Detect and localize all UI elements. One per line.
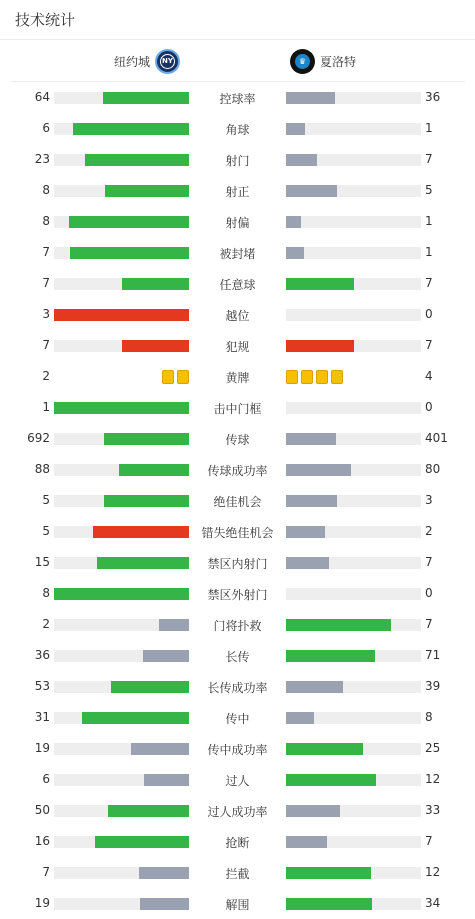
away-stat-bar	[286, 309, 421, 321]
away-stat-bar	[286, 619, 421, 631]
home-stat-bar	[54, 154, 189, 166]
yellow-card-icon	[331, 370, 343, 384]
away-stat-bar-fill	[286, 464, 351, 476]
home-stat-bar	[54, 247, 189, 259]
yellow-card-icon	[162, 370, 174, 384]
away-stat-value: 8	[425, 710, 433, 724]
home-stat-bar	[54, 557, 189, 569]
stat-row	[0, 268, 475, 299]
home-stat-value: 31	[34, 710, 50, 724]
stat-row	[0, 609, 475, 640]
away-stat-value: 1	[425, 245, 433, 259]
away-stat-bar	[286, 154, 421, 166]
away-stat-value: 0	[425, 400, 433, 414]
away-stat-value: 2	[425, 524, 433, 538]
home-stat-bar-fill	[140, 898, 189, 910]
away-stat-value: 7	[425, 152, 433, 166]
away-stat-bar-fill	[286, 495, 337, 507]
stat-row	[0, 578, 475, 609]
stat-row	[0, 516, 475, 547]
away-stat-value: 0	[425, 586, 433, 600]
away-stat-value: 7	[425, 617, 433, 631]
home-stat-bar-fill	[143, 650, 189, 662]
away-stat-bar	[286, 743, 421, 755]
home-stat-bar	[54, 402, 189, 414]
home-stat-bar	[54, 185, 189, 197]
stat-row	[0, 547, 475, 578]
stat-row	[0, 175, 475, 206]
away-stat-bar-fill	[286, 433, 336, 445]
away-stat-bar	[286, 185, 421, 197]
stat-label: 任意球	[219, 278, 256, 292]
away-stat-bar	[286, 867, 421, 879]
away-stat-value: 71	[425, 648, 441, 662]
away-stat-value: 39	[425, 679, 441, 693]
stat-row	[0, 485, 475, 516]
away-stat-bar	[286, 247, 421, 259]
away-stat-bar-fill	[286, 154, 317, 166]
away-stat-bar-fill	[286, 526, 325, 538]
away-stat-value: 12	[425, 772, 441, 786]
home-stat-bar-fill	[103, 92, 189, 104]
stat-row	[0, 206, 475, 237]
away-stat-value: 0	[425, 307, 433, 321]
stat-row	[0, 826, 475, 857]
stat-label: 黄牌	[225, 371, 250, 385]
away-stat-value: 7	[425, 338, 433, 352]
away-team[interactable]	[290, 48, 356, 74]
home-stat-bar	[54, 619, 189, 631]
home-stat-value: 19	[34, 896, 50, 910]
home-stat-value: 19	[34, 741, 50, 755]
away-stat-bar-fill	[286, 650, 375, 662]
home-stat-bar-fill	[85, 154, 189, 166]
away-stat-bar	[286, 402, 421, 414]
stat-label: 被封堵	[219, 247, 256, 261]
home-stat-value: 64	[34, 90, 50, 104]
home-team-name: 纽约城	[113, 54, 150, 69]
away-yellow-cards	[286, 370, 343, 384]
away-stat-bar	[286, 216, 421, 228]
home-stat-value: 7	[42, 276, 50, 290]
stat-row	[0, 733, 475, 764]
yellow-card-icon	[316, 370, 328, 384]
stat-label: 门将扑救	[213, 619, 262, 633]
stat-row	[0, 702, 475, 733]
home-stat-bar-fill	[95, 836, 190, 848]
away-stat-value: 34	[425, 896, 441, 910]
home-stat-bar	[54, 867, 189, 879]
away-stat-bar-fill	[286, 557, 329, 569]
yellow-card-icon	[177, 370, 189, 384]
away-stat-bar-fill	[286, 681, 343, 693]
away-stat-bar	[286, 464, 421, 476]
away-stat-bar-fill	[286, 278, 354, 290]
away-stat-bar	[286, 557, 421, 569]
away-team-name: 夏洛特	[320, 54, 357, 69]
away-stat-bar-fill	[286, 867, 371, 879]
away-stat-bar-fill	[286, 898, 372, 910]
stat-label: 传中	[225, 712, 250, 726]
stat-label: 射正	[225, 185, 250, 199]
page-title: 技术统计	[15, 11, 76, 29]
home-stat-value: 5	[42, 524, 50, 538]
away-stat-bar-fill	[286, 619, 391, 631]
away-stat-value: 36	[425, 90, 441, 104]
home-stat-value: 8	[42, 214, 50, 228]
away-stat-bar-fill	[286, 836, 327, 848]
home-stat-value: 23	[34, 152, 50, 166]
away-stat-bar	[286, 774, 421, 786]
yellow-card-icon	[286, 370, 298, 384]
home-stat-bar	[54, 681, 189, 693]
stat-row	[0, 82, 475, 113]
home-stat-value: 2	[42, 369, 50, 383]
stat-label: 控球率	[219, 92, 256, 106]
home-team[interactable]	[114, 48, 180, 74]
away-stat-bar	[286, 588, 421, 600]
stat-row	[0, 857, 475, 888]
home-stat-value: 7	[42, 338, 50, 352]
home-stat-bar	[54, 309, 189, 321]
home-stat-value: 7	[42, 245, 50, 259]
teams-row	[10, 40, 465, 82]
home-stat-value: 1	[42, 400, 50, 414]
away-stat-bar-fill	[286, 216, 301, 228]
home-stat-value: 692	[27, 431, 50, 445]
home-stat-bar-fill	[131, 743, 189, 755]
away-stat-value: 12	[425, 865, 441, 879]
away-stat-bar-fill	[286, 774, 376, 786]
away-stat-value: 1	[425, 214, 433, 228]
home-stat-bar-fill	[144, 774, 189, 786]
stat-label: 禁区外射门	[207, 588, 268, 602]
away-stat-bar	[286, 278, 421, 290]
away-stat-value: 25	[425, 741, 441, 755]
home-stat-bar-fill	[111, 681, 189, 693]
home-stat-bar	[54, 464, 189, 476]
home-stat-bar	[54, 433, 189, 445]
home-stat-bar	[54, 588, 189, 600]
away-stat-value: 33	[425, 803, 441, 817]
stat-label: 过人	[225, 774, 250, 788]
home-stat-value: 6	[42, 121, 50, 135]
stat-label: 传中成功率	[207, 743, 268, 757]
home-stat-bar-fill	[97, 557, 189, 569]
stat-row	[0, 454, 475, 485]
home-stat-value: 53	[34, 679, 50, 693]
stat-row	[0, 113, 475, 144]
away-stat-bar-fill	[286, 92, 335, 104]
away-stat-bar	[286, 433, 421, 445]
away-stat-bar	[286, 805, 421, 817]
home-stat-bar-fill	[54, 588, 189, 600]
stat-row	[0, 795, 475, 826]
home-stat-value: 2	[42, 617, 50, 631]
stat-label: 传球	[225, 433, 250, 447]
home-stat-bar	[54, 123, 189, 135]
stat-label: 角球	[225, 123, 250, 137]
home-stat-bar-fill	[122, 340, 190, 352]
home-stat-bar-fill	[119, 464, 189, 476]
away-stat-value: 4	[425, 369, 433, 383]
home-stat-value: 88	[34, 462, 50, 476]
away-stat-value: 401	[425, 431, 448, 445]
home-stat-bar	[54, 743, 189, 755]
home-stat-bar	[54, 216, 189, 228]
home-stat-value: 8	[42, 586, 50, 600]
home-stat-value: 5	[42, 493, 50, 507]
stat-label: 击中门框	[213, 402, 262, 416]
home-stat-bar	[54, 340, 189, 352]
home-stat-bar-fill	[70, 247, 189, 259]
home-stat-bar	[54, 526, 189, 538]
home-stat-bar	[54, 495, 189, 507]
away-stat-bar	[286, 898, 421, 910]
away-stat-bar	[286, 650, 421, 662]
home-stat-value: 15	[34, 555, 50, 569]
away-stat-bar	[286, 340, 421, 352]
stat-label: 绝佳机会	[213, 495, 262, 509]
away-stat-value: 80	[425, 462, 441, 476]
home-stat-bar-fill	[105, 185, 189, 197]
home-stat-bar	[54, 712, 189, 724]
away-stat-bar	[286, 712, 421, 724]
away-stat-bar	[286, 92, 421, 104]
stat-label: 射偏	[225, 216, 250, 230]
away-stat-bar-fill	[286, 712, 314, 724]
stat-label: 拦截	[225, 867, 250, 881]
away-stat-bar	[286, 526, 421, 538]
stat-label: 射门	[225, 154, 250, 168]
away-stat-bar-fill	[286, 123, 305, 135]
home-stat-bar	[54, 898, 189, 910]
home-stat-bar-fill	[69, 216, 189, 228]
stat-row	[0, 423, 475, 454]
away-stat-bar-fill	[286, 743, 363, 755]
away-stat-bar-fill	[286, 247, 304, 259]
stat-label: 错失绝佳机会	[201, 526, 274, 540]
stat-label: 禁区内射门	[207, 557, 268, 571]
home-stat-bar	[54, 650, 189, 662]
stats-list	[0, 82, 475, 919]
home-stat-bar-fill	[82, 712, 189, 724]
yellow-card-icon	[301, 370, 313, 384]
stat-row	[0, 361, 475, 392]
away-stat-bar-fill	[286, 185, 337, 197]
away-stat-value: 7	[425, 276, 433, 290]
stat-row	[0, 392, 475, 423]
away-stat-bar	[286, 681, 421, 693]
home-stat-bar-fill	[139, 867, 189, 879]
away-stat-bar-fill	[286, 340, 354, 352]
home-stat-value: 36	[34, 648, 50, 662]
home-stat-bar-fill	[54, 402, 189, 414]
stat-row	[0, 299, 475, 330]
home-stat-value: 8	[42, 183, 50, 197]
stat-row	[0, 640, 475, 671]
home-stat-bar	[54, 805, 189, 817]
stat-row	[0, 330, 475, 361]
home-stat-value: 50	[34, 803, 50, 817]
home-stat-bar	[54, 92, 189, 104]
stat-label: 传球成功率	[207, 464, 268, 478]
home-stat-bar-fill	[104, 495, 189, 507]
away-stat-value: 1	[425, 121, 433, 135]
charlotte-crown-crest-icon: ♛	[290, 49, 315, 74]
home-stat-value: 3	[42, 307, 50, 321]
nyc-club-crest-icon: NY	[155, 49, 180, 74]
home-stat-bar	[54, 774, 189, 786]
stat-label: 过人成功率	[207, 805, 268, 819]
home-stat-bar-fill	[73, 123, 189, 135]
home-yellow-cards	[162, 370, 189, 384]
stat-label: 长传	[225, 650, 250, 664]
home-stat-bar-fill	[54, 309, 189, 321]
away-stat-value: 5	[425, 183, 433, 197]
away-stat-bar	[286, 495, 421, 507]
home-stat-value: 7	[42, 865, 50, 879]
stat-label: 解围	[225, 898, 250, 912]
stats-header	[0, 0, 475, 40]
away-stat-value: 7	[425, 555, 433, 569]
home-stat-bar-fill	[159, 619, 189, 631]
stat-row	[0, 888, 475, 919]
away-stat-value: 7	[425, 834, 433, 848]
away-stat-bar-fill	[286, 805, 340, 817]
home-stat-bar	[54, 278, 189, 290]
stat-label: 长传成功率	[207, 681, 268, 695]
stat-label: 犯规	[225, 340, 250, 354]
home-stat-bar	[54, 836, 189, 848]
stat-row	[0, 764, 475, 795]
home-stat-bar-fill	[108, 805, 189, 817]
away-stat-bar	[286, 123, 421, 135]
stat-row	[0, 671, 475, 702]
home-stat-value: 16	[34, 834, 50, 848]
away-stat-bar	[286, 836, 421, 848]
away-stat-value: 3	[425, 493, 433, 507]
stat-label: 越位	[225, 309, 250, 323]
stat-label: 抢断	[225, 836, 250, 850]
stat-row	[0, 144, 475, 175]
home-stat-bar-fill	[104, 433, 189, 445]
stat-row	[0, 237, 475, 268]
home-stat-bar-fill	[122, 278, 190, 290]
home-stat-bar-fill	[93, 526, 189, 538]
home-stat-value: 6	[42, 772, 50, 786]
